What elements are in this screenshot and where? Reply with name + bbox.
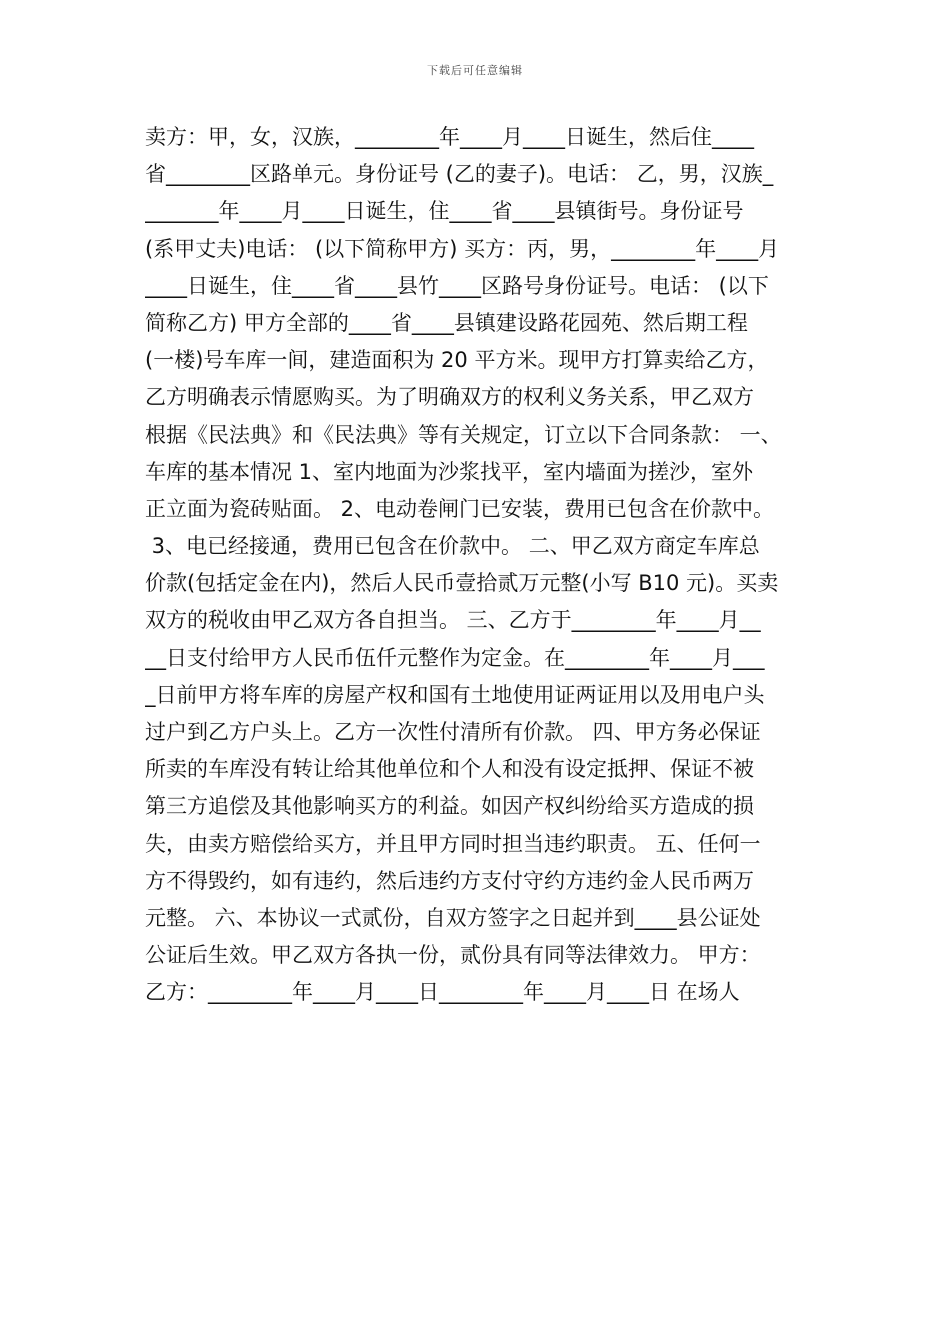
text-line: 卖方：甲，女，汉族，________年____月____日诞生，然后住____ xyxy=(145,125,754,149)
text-line: 价款(包括定金在内)，然后人民币壹拾贰万元整(小写 B10 元)。买卖 xyxy=(145,571,779,596)
text-line: _______年____月____日诞生，住____省____县镇街号。身份证号 xyxy=(145,199,744,224)
text-line: 省________区路单元。身份证号 (乙的妻子)。电话： 乙，男，汉族_ xyxy=(145,162,774,187)
text-line: (一楼)号车库一间，建造面积为 20 平方米。现甲方打算卖给乙方， xyxy=(145,348,769,373)
text-line: 乙方明确表示情愿购买。为了明确双方的权利义务关系，甲乙双方 xyxy=(145,385,754,410)
text-line: 根据《民法典》和《民法典》等有关规定，订立以下合同条款： 一、 xyxy=(145,422,782,447)
text-line: 正立面为瓷砖贴面。 2、电动卷闸门已安装，费用已包含在价款中。 xyxy=(145,496,775,521)
text-line: 第三方追偿及其他影响买方的利益。如因产权纠纷给买方造成的损 xyxy=(145,794,754,819)
text-line: 失，由卖方赔偿给买方，并且甲方同时担当违约职责。 五、任何一 xyxy=(145,831,761,856)
text-line: __日支付给甲方人民币伍仟元整作为定金。在________年____月___ xyxy=(145,645,765,670)
text-line: _日前甲方将车库的房屋产权和国有土地使用证两证用以及用电户头 xyxy=(145,682,765,707)
text-line: 车库的基本情况 1、室内地面为沙浆找平，室内墙面为搓沙，室外 xyxy=(145,459,754,484)
page-header: 下载后可任意编辑 xyxy=(427,64,523,77)
text-line: 所卖的车库没有转让给其他单位和个人和没有设定抵押、保证不被 xyxy=(145,757,754,782)
text-line: 过户到乙方户头上。乙方一次性付清所有价款。 四、甲方务必保证 xyxy=(145,720,761,744)
contract-body xyxy=(145,119,825,1012)
text-line: 3、电已经接通，费用已包含在价款中。 二、甲乙双方商定车库总 xyxy=(145,534,760,559)
text-line: 简称乙方) 甲方全部的____省____县镇建设路花园苑、然后期工程 xyxy=(145,310,748,335)
text-line: 乙方：________年____月____日________年____月____日 在场人 xyxy=(145,980,740,1005)
text-line: 公证后生效。甲乙双方各执一份，贰份具有同等法律效力。 甲方： xyxy=(145,943,761,968)
text-line: 双方的税收由甲乙双方各自担当。 三、乙方于________年____月__ xyxy=(145,608,761,633)
text-line: ____日诞生，住____省____县竹____区路号身份证号。电话： (以下 xyxy=(145,273,769,298)
text-line: (系甲丈夫)电话： (以下简称甲方) 买方：丙，男，________年____月 xyxy=(145,236,780,261)
text-line: 方不得毁约，如有违约，然后违约方支付守约方违约金人民币两万 xyxy=(145,868,754,893)
text-line: 元整。 六、本协议一式贰份，自双方签字之日起并到____县公证处 xyxy=(145,905,761,930)
